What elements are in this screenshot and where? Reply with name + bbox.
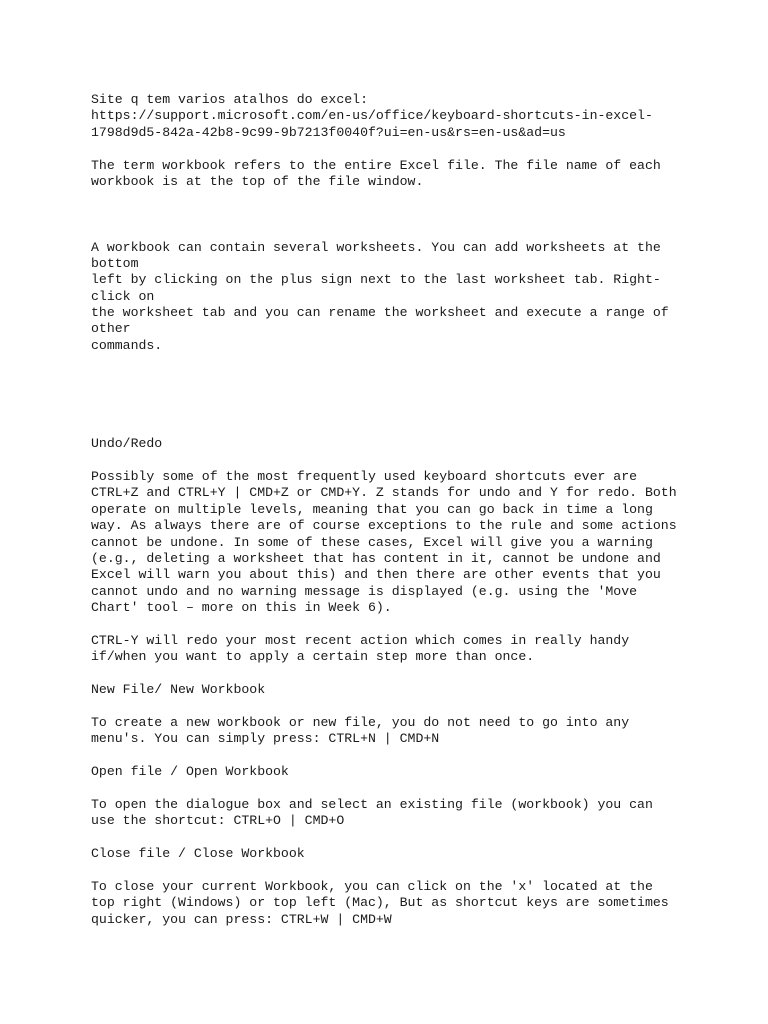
document-body (91, 92, 691, 928)
text-line: top right (Windows) or top left (Mac), But as shortcut keys are sometimes (91, 895, 669, 911)
heading-new-file (91, 682, 691, 698)
text-line: operate on multiple levels, meaning that you can go back in time a long (91, 501, 653, 517)
text-line: quicker, you can press: CTRL+W | CMD+W (91, 911, 392, 927)
text-line: Possibly some of the most frequently used keyboard shortcuts ever are (91, 469, 638, 485)
text-line: CTRL-Y will redo your most recent action which comes in really handy (91, 632, 630, 648)
text-line: cannot undo and no warning message is displayed (e.g. using the 'Move (91, 583, 638, 599)
paragraph-worksheets (91, 240, 691, 355)
heading-undo-redo (91, 436, 691, 452)
heading-open-file (91, 764, 691, 780)
text-line: CTRL+Z and CTRL+Y | CMD+Z or CMD+Y. Z stands for undo and Y for redo. Both (91, 485, 677, 501)
text-line: Excel will warn you about this) and then there are other events that you (91, 567, 661, 583)
section-heading: Undo/Redo (91, 436, 163, 452)
text-line: way. As always there are of course exceptions to the rule and some actions (91, 518, 677, 534)
paragraph-site-intro (91, 92, 691, 141)
paragraph-open-file (91, 797, 691, 830)
text-line: (e.g., deleting a worksheet that has content in it, cannot be undone and (91, 551, 661, 566)
text-line: left by clicking on the plus sign next to the last worksheet tab. Right- (91, 272, 661, 288)
heading-close-file (91, 846, 691, 862)
text-line: workbook is at the top of the file window. (91, 173, 424, 189)
paragraph-undo-redo (91, 469, 691, 617)
section-heading: New File/ New Workbook (91, 682, 266, 698)
text-line: commands. (91, 337, 163, 353)
url-line: 1798d9d5-842a-42b8-9c99-9b7213f0040f?ui=en-us&rs=en-us&ad=us (91, 124, 566, 140)
text-line: click on (91, 288, 155, 304)
text-line: use the shortcut: CTRL+O | CMD+O (91, 813, 345, 829)
text-line: Site q tem varios atalhos do excel: (91, 92, 368, 107)
text-line: To close your current Workbook, you can click on the 'x' located at the (91, 878, 653, 894)
paragraph-close-file (91, 879, 691, 928)
text-line: other (91, 321, 131, 337)
paragraph-workbook-definition (91, 158, 691, 191)
text-line: bottom (91, 255, 139, 271)
section-heading: Close file / Close Workbook (91, 846, 305, 862)
section-heading: Open file / Open Workbook (91, 764, 289, 780)
text-line: The term workbook refers to the entire Excel file. The file name of each (91, 157, 661, 173)
text-line: menu's. You can simply press: CTRL+N | CMD+N (91, 731, 440, 747)
text-line: A workbook can contain several worksheets. You can add worksheets at the (91, 239, 661, 255)
text-line: the worksheet tab and you can rename the worksheet and execute a range of (91, 305, 669, 321)
url-line: https://support.microsoft.com/en-us/office/keyboard-shortcuts-in-excel- (91, 108, 653, 124)
text-line: To create a new workbook or new file, you do not need to go into any (91, 714, 630, 730)
paragraph-new-file (91, 715, 691, 748)
text-line: Chart' tool – more on this in Week 6). (91, 600, 392, 616)
text-line: To open the dialogue box and select an existing file (workbook) you can (91, 796, 653, 812)
paragraph-redo (91, 633, 691, 666)
text-line: cannot be undone. In some of these cases, Excel will give you a warning (91, 534, 653, 550)
text-line: if/when you want to apply a certain step more than once. (91, 649, 535, 665)
